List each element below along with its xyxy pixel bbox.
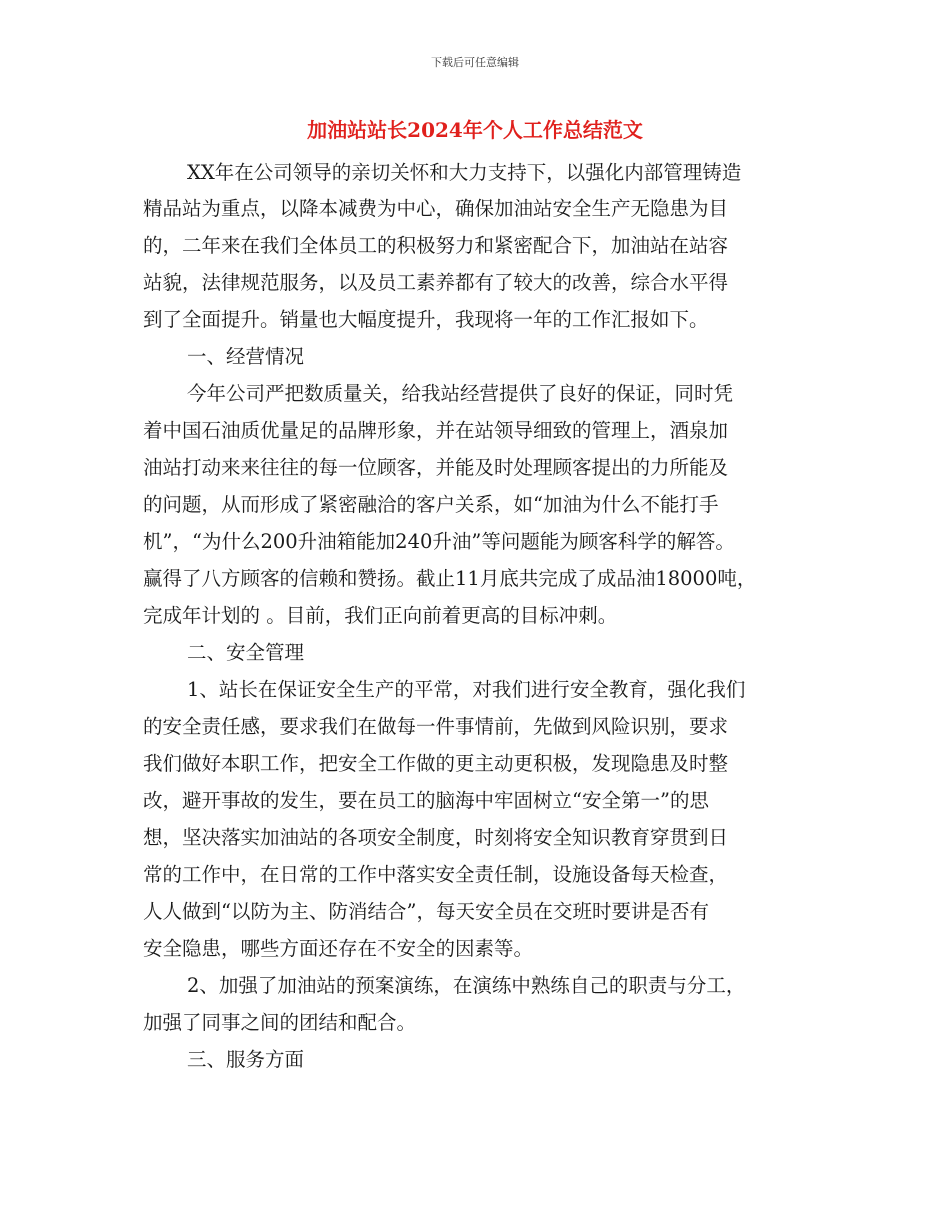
- paragraph-line: 到了全面提升。销量也大幅度提升，我现将一年的工作汇报如下。: [143, 308, 709, 331]
- paragraph-line: 油站打动来来往往的每一位顾客，并能及时处理顾客提出的力所能及: [143, 456, 729, 479]
- paragraph-line: 赢得了八方顾客的信赖和赞扬。截止11月底共完成了成品油18000吨，: [143, 567, 757, 590]
- paragraph-line: 人人做到“以防为主、防消结合”，每天安全员在交班时要讲是否有: [143, 900, 709, 923]
- paragraph-line: 的，二年来在我们全体员工的积极努力和紧密配合下，加油站在站容: [143, 234, 729, 257]
- page-header: 下载后可任意编辑: [431, 56, 519, 69]
- paragraph-line: XX年在公司领导的亲切关怀和大力支持下，以强化内部管理铸造: [187, 161, 742, 184]
- paragraph-line: 机”，“为什么200升油箱能加240升油”等问题能为顾客科学的解答。: [143, 530, 735, 553]
- paragraph-line: 站貌，法律规范服务，以及员工素养都有了较大的改善，综合水平得: [143, 271, 729, 294]
- paragraph-line: 我们做好本职工作，把安全工作做的更主动更积极，发现隐患及时整: [143, 752, 729, 775]
- section-heading: 一、经营情况: [187, 345, 305, 368]
- paragraph-line: 着中国石油质优量足的品牌形象，并在站领导细致的管理上，酒泉加: [143, 419, 729, 442]
- paragraph-line: 改，避开事故的发生，要在员工的脑海中牢固树立“安全第一”的思: [143, 789, 709, 812]
- paragraph-line: 安全隐患，哪些方面还存在不安全的因素等。: [143, 937, 534, 960]
- document-title: 加油站站长2024年个人工作总结范文: [307, 118, 643, 142]
- paragraph-line: 加强了同事之间的团结和配合。: [143, 1011, 417, 1034]
- paragraph-line: 2、加强了加油站的预案演练，在演练中熟练自己的职责与分工，: [187, 974, 746, 997]
- paragraph-line: 精品站为重点，以降本减费为中心，确保加油站安全生产无隐患为目: [143, 197, 729, 220]
- paragraph-line: 今年公司严把数质量关，给我站经营提供了良好的保证，同时凭: [187, 382, 734, 405]
- paragraph-line: 的问题，从而形成了紧密融洽的客户关系，如“加油为什么不能打手: [143, 493, 719, 516]
- section-heading: 二、安全管理: [187, 641, 305, 664]
- section-heading: 三、服务方面: [187, 1048, 305, 1071]
- paragraph-line: 完成年计划的 。目前，我们正向前着更高的目标冲刺。: [143, 604, 618, 627]
- paragraph-line: 1、站长在保证安全生产的平常，对我们进行安全教育，强化我们: [187, 678, 746, 701]
- paragraph-line: 的安全责任感，要求我们在做每一件事情前，先做到风险识别，要求: [143, 715, 729, 738]
- paragraph-line: 想，坚决落实加油站的各项安全制度，时刻将安全知识教育穿贯到日: [143, 826, 729, 849]
- paragraph-line: 常的工作中，在日常的工作中落实安全责任制，设施设备每天检查，: [143, 863, 729, 886]
